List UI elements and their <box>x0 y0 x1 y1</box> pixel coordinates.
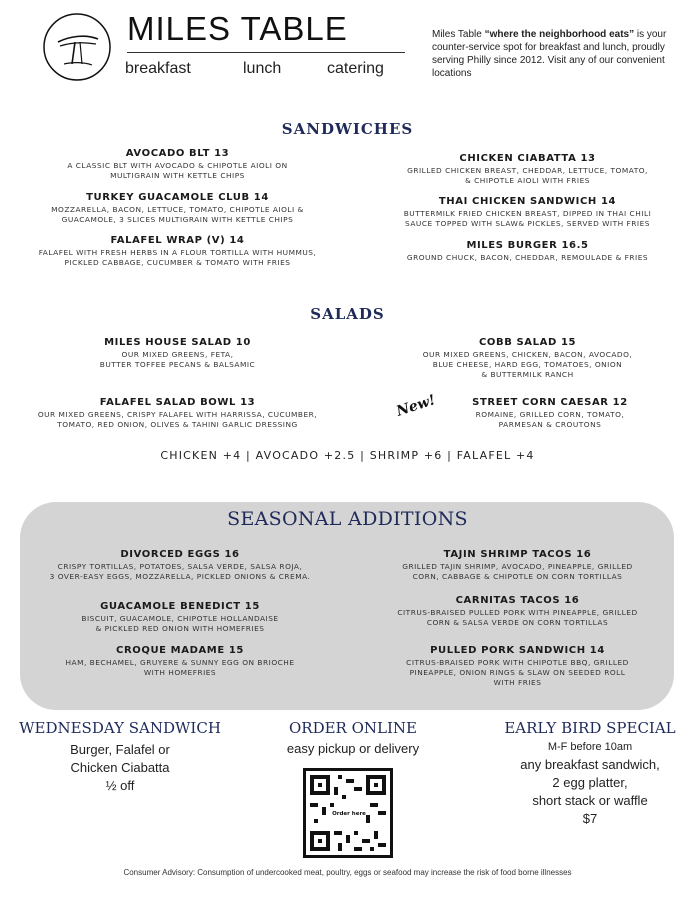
item-desc: CRISPY TORTILLAS, POTATOES, SALSA VERDE, SALSA ROJA, 3 OVER-EASY EGGS, MOZZARELLA, PICKLED ONIONS & CREMA. <box>49 562 311 581</box>
new-badge: New! <box>394 392 438 420</box>
early-bird-heading: EARLY BIRD SPECIAL <box>504 719 676 737</box>
early-bird-text: M-F before 10am any breakfast sandwich, 2 egg platter, short stack or waffle $7 <box>520 741 660 826</box>
item-desc: GRILLED CHICKEN BREAST, CHEDDAR, LETTUCE, TOMATO, & CHIPOTLE AIOLI WITH FRIES <box>407 166 648 185</box>
item-name: STREET CORN CAESAR 12 <box>472 397 628 408</box>
wednesday-heading: WEDNESDAY SANDWICH <box>19 719 221 737</box>
item-desc: CITRUS-BRAISED PORK WITH CHIPOTLE BBQ, GRILLED PINEAPPLE, ONION RINGS & SLAW ON SEEDED ROLL WITH FRIES <box>406 658 629 687</box>
item-name: PULLED PORK SANDWICH 14 <box>430 645 605 656</box>
menu-item <box>20 192 335 225</box>
menu-item <box>370 549 665 582</box>
item-desc: BUTTERMILK FRIED CHICKEN BREAST, DIPPED IN THAI CHILI SAUCE TOPPED WITH SLAW& PICKLES, SERVED WITH FRIES <box>403 209 652 228</box>
salad-addons: CHICKEN +4 | AVOCADO +2.5 | SHRIMP +6 | FALAFEL +4 <box>160 449 535 462</box>
item-desc: OUR MIXED GREENS, CRISPY FALAFEL WITH HARRISSA, CUCUMBER, TOMATO, RED ONION, OLIVES & TAHINI GARLIC DRESSING <box>37 410 318 429</box>
menu-item <box>20 397 335 430</box>
menu-item <box>30 645 330 678</box>
item-name: AVOCADO BLT 13 <box>125 148 230 159</box>
menu-item <box>375 196 680 229</box>
intro-text: Miles Table “where the neighborhood eats” is your counter-service spot for breakfast and lunch, proudly serving Philly since 2012. Visit any of our convenient locations <box>432 29 667 79</box>
consumer-advisory: Consumer Advisory: Consumption of undercooked meat, poultry, eggs or seafood may increase the risk of food borne illnesses <box>123 868 572 877</box>
item-name: CHICKEN CIABATTA 13 <box>459 153 596 164</box>
item-name: THAI CHICKEN SANDWICH 14 <box>438 196 617 207</box>
item-name: FALAFEL WRAP (V) 14 <box>110 235 245 246</box>
menu-item <box>30 601 330 634</box>
item-name: CARNITAS TACOS 16 <box>455 595 580 606</box>
item-desc: MOZZARELLA, BACON, LETTUCE, TOMATO, CHIPOTLE AIOLI & GUACAMOLE, 3 SLICES MULTIGRAIN WITH KETTLE CHIPS <box>51 205 304 224</box>
order-text: easy pickup or delivery <box>286 741 420 756</box>
item-desc: CITRUS-BRAISED PULLED PORK WITH PINEAPPLE, GRILLED CORN & SALSA VERDE ON CORN TORTILLAS <box>397 608 638 627</box>
menu-item <box>375 153 680 186</box>
item-name: FALAFEL SALAD BOWL 13 <box>99 397 256 408</box>
item-desc: OUR MIXED GREENS, FETA, BUTTER TOFFEE PECANS & BALSAMIC <box>99 350 256 369</box>
brand-sub-breakfast: breakfast <box>125 60 191 77</box>
salads-heading: SALADS <box>310 305 385 323</box>
item-desc: OUR MIXED GREENS, CHICKEN, BACON, AVOCADO, BLUE CHEESE, HARD EGG, TOMATOES, ONION & BUTTERMILK RANCH <box>422 350 633 379</box>
menu-item <box>370 645 665 688</box>
brand-sub-lunch: lunch <box>243 60 282 77</box>
qr-code[interactable] <box>303 768 393 858</box>
item-name: MILES HOUSE SALAD 10 <box>104 337 251 348</box>
item-desc: GRILLED TAJIN SHRIMP, AVOCADO, PINEAPPLE, GRILLED CORN, CABBAGE & CHIPOTLE ON CORN TORTILLAS <box>402 562 633 581</box>
order-heading: ORDER ONLINE <box>288 719 417 737</box>
seasonal-heading: SEASONAL ADDITIONS <box>227 508 468 530</box>
item-name: CROQUE MADAME 15 <box>116 645 244 656</box>
logo-icon <box>42 12 112 82</box>
item-desc: HAM, BECHAMEL, GRUYERE & SUNNY EGG ON BRIOCHE WITH HOMEFRIES <box>65 658 295 677</box>
menu-item <box>420 397 680 430</box>
item-name: DIVORCED EGGS 16 <box>120 549 240 560</box>
menu-item <box>375 240 680 263</box>
item-desc: A CLASSIC BLT WITH AVOCADO & CHIPOTLE AIOLI ON MULTIGRAIN WITH KETTLE CHIPS <box>67 161 288 180</box>
menu-item <box>30 549 330 582</box>
menu-item <box>370 595 665 628</box>
item-name: TAJIN SHRIMP TACOS 16 <box>443 549 592 560</box>
menu-item <box>20 148 335 181</box>
item-name: MILES BURGER 16.5 <box>466 240 589 251</box>
item-desc: BISCUIT, GUACAMOLE, CHIPOTLE HOLLANDAISE & PICKLED RED ONION WITH HOMEFRIES <box>81 614 279 633</box>
menu-item <box>375 337 680 380</box>
sandwiches-heading: SANDWICHES <box>281 120 414 138</box>
wednesday-text: Burger, Falafel or Chicken Ciabatta ½ off <box>70 742 170 793</box>
item-name: GUACAMOLE BENEDICT 15 <box>100 601 260 612</box>
qr-label: Order here <box>332 811 366 817</box>
menu-item <box>20 235 335 268</box>
item-desc: ROMAINE, GRILLED CORN, TOMATO, PARMESAN & CROUTONS <box>475 410 625 429</box>
item-desc: GROUND CHUCK, BACON, CHEDDAR, REMOULADE & FRIES <box>406 253 649 262</box>
brand-title: MILES TABLE <box>127 10 348 47</box>
menu-item <box>20 337 335 370</box>
item-name: COBB SALAD 15 <box>478 337 577 348</box>
item-name: TURKEY GUACAMOLE CLUB 14 <box>86 192 269 203</box>
brand-sub-catering: catering <box>327 60 384 77</box>
item-desc: FALAFEL WITH FRESH HERBS IN A FLOUR TORTILLA WITH HUMMUS, PICKLED CABBAGE, CUCUMBER & TOMATO WITH FRIES <box>38 248 317 267</box>
brand-divider <box>127 52 405 53</box>
